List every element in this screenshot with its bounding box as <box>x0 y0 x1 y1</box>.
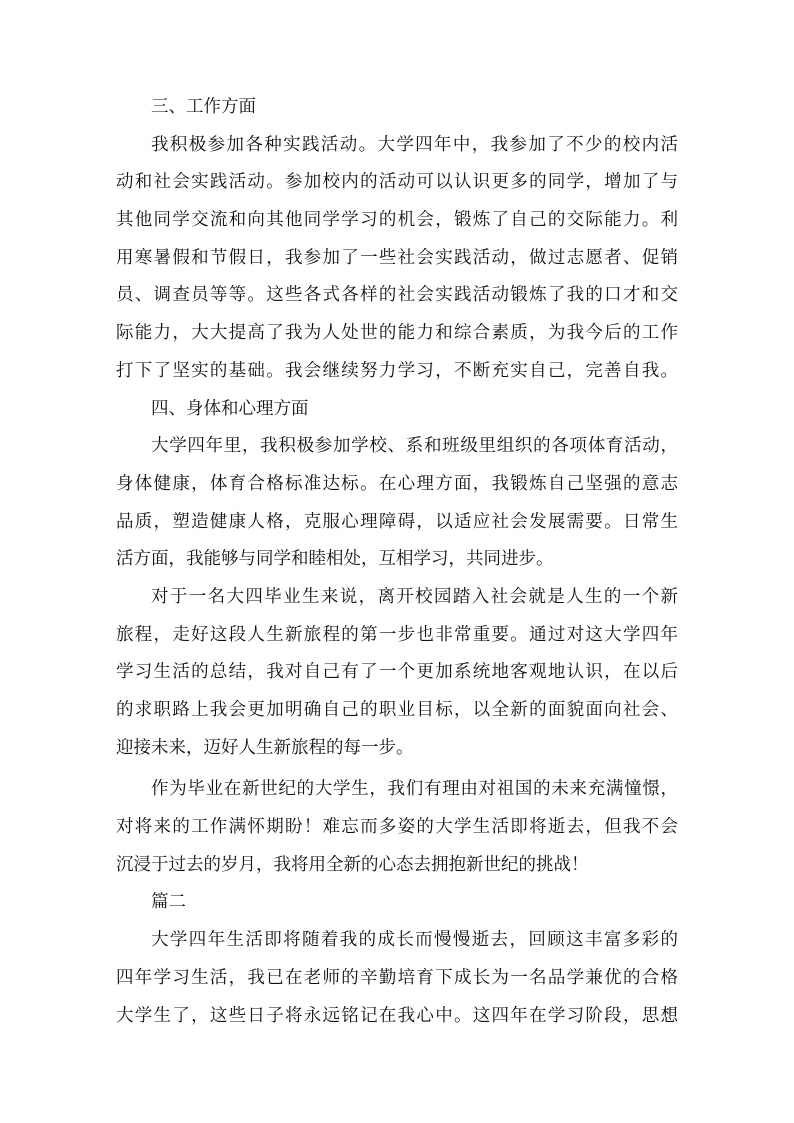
text-line: 的求职路上我会更加明确自己的职业目标，以全新的面貌面向社会、 <box>116 700 678 720</box>
paragraph-closing <box>116 771 678 884</box>
paragraph-part-two <box>116 922 678 1035</box>
paragraph-summary <box>116 579 678 767</box>
text-line: 身体健康，体育合格标准达标。在心理方面，我锻炼自己坚强的意志 <box>116 473 678 494</box>
text-line: 际能力，大大提高了我为人处世的能力和综合素质，为我今后的工作 <box>116 323 678 344</box>
text-line: 学习生活的总结，我对自己有了一个更加系统地客观地认识，在以后 <box>116 662 678 683</box>
text-line: 对将来的工作满怀期盼！难忘而多姿的大学生活即将逝去，但我不会 <box>116 817 678 838</box>
paragraph-health <box>116 428 678 579</box>
text-line: 员、调查员等等。这些各式各样的社会实践活动锻炼了我的口才和交 <box>116 285 678 306</box>
section-heading-health: 四、身体和心理方面 <box>151 398 309 419</box>
section-heading-work: 三、工作方面 <box>151 97 256 117</box>
text-line: 作为毕业在新世纪的大学生，我们有理由对祖国的未来充满憧憬， <box>151 779 678 800</box>
text-line: 我积极参加各种实践活动。大学四年中，我参加了不少的校内活 <box>151 134 678 155</box>
text-line: 迎接未来，迈好人生新旅程的每一步。 <box>116 737 414 758</box>
text-line: 动和社会实践活动。参加校内的活动可以认识更多的同学，增加了与 <box>116 172 678 193</box>
text-line: 其他同学交流和向其他同学学习的机会，锻炼了自己的交际能力。利 <box>116 210 678 231</box>
text-line: 活方面，我能够与同学和睦相处，互相学习，共同进步。 <box>116 549 554 570</box>
text-line: 品质，塑造健康人格，克服心理障碍，以适应社会发展需要。日常生 <box>116 511 678 532</box>
section-heading-part-two: 篇二 <box>151 892 186 913</box>
text-line: 大学四年里，我积极参加学校、系和班级里组织的各项体育活动， <box>151 436 678 457</box>
text-line: 打下了坚实的基础。我会继续努力学习，不断充实自己，完善自我。 <box>116 360 678 381</box>
text-line: 四年学习生活，我已在老师的辛勤培育下成长为一名品学兼优的合格 <box>116 967 678 988</box>
document-body <box>116 89 678 1035</box>
paragraph-work <box>116 127 678 391</box>
text-line: 对于一名大四毕业生来说，离开校园踏入社会就是人生的一个新 <box>151 586 678 607</box>
text-line: 大学四年生活即将随着我的成长而慢慢逝去，回顾这丰富多彩的 <box>151 930 678 951</box>
text-line: 大学生了，这些日子将永远铭记在我心中。这四年在学习阶段，思想 <box>116 1005 678 1026</box>
text-line: 旅程，走好这段人生新旅程的第一步也非常重要。通过对这大学四年 <box>116 624 678 645</box>
text-line: 用寒暑假和节假日，我参加了一些社会实践活动，做过志愿者、促销 <box>116 247 678 268</box>
text-line: 沉浸于过去的岁月，我将用全新的心态去拥抱新世纪的挑战！ <box>116 854 589 875</box>
